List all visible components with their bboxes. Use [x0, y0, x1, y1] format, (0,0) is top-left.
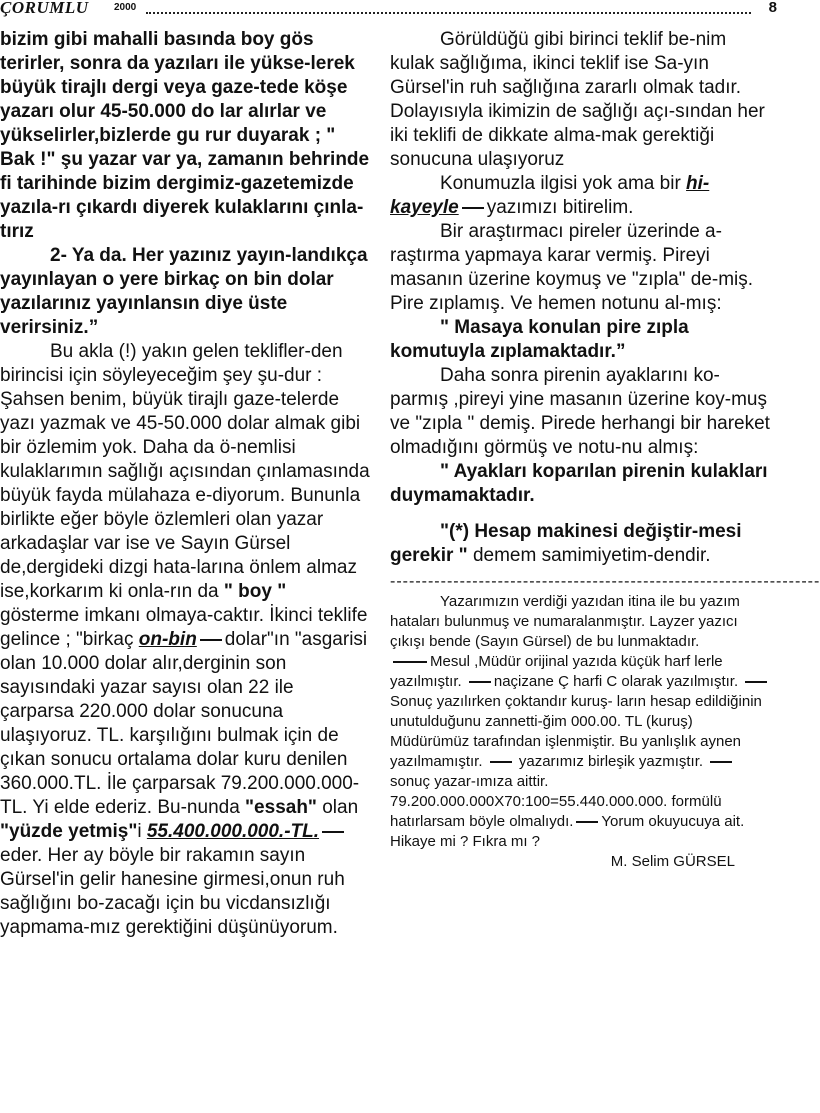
quote-2: " Ayakları koparılan pirenin kulakları duymamaktadır. [390, 461, 768, 506]
left-paragraph-2: 2- Ya da. Her yazınız yayın-landıkça yayınlayan o yere birkaç on bin dolar yazılarınız yayınlansın diye üste verirsiniz.” [0, 245, 368, 338]
right-column [390, 28, 820, 872]
note-dash [745, 681, 767, 683]
section-separator: -------------------------------------------------------------------- [390, 573, 820, 590]
right-paragraph-5-text: demem samimiyetim-dendir. [472, 545, 711, 566]
note-2-c: Sonuç yazılırken çoktandır kuruş- ların hesap edildiğinin unutulduğunu zannetti-ğim 000.00. TL (kuruş) Müdürümüz tarafından işlenmiştir. Bu yanlışlık aynen yazılmamıştır. [390, 693, 762, 770]
note-dash [469, 681, 491, 683]
note-2-a: Mesul ,Müdür orijinal yazıda küçük harf lerle yazılmıştır. [390, 653, 723, 690]
left-paragraph-3-text-b: gösterme imkanı olmaya-caktır. İkinci teklife gelince ; "birkaç [0, 605, 368, 650]
boy-quote: " boy " [223, 581, 287, 602]
author-signature: M. Selim GÜRSEL [610, 853, 735, 870]
note-paragraph-3 [390, 792, 775, 852]
quote-1: " Masaya konulan pire zıpla komutuyla zıplamaktadır.” [390, 317, 689, 362]
essah-quote: "essah" [245, 797, 317, 818]
right-paragraph-5 [390, 520, 775, 568]
header-dotted-rule [146, 12, 751, 14]
issue-year: 2000 [114, 2, 137, 13]
hikaye-term: hi-kayeyle [390, 173, 710, 218]
right-paragraph-2-text-b: yazımızı bitirelim. [486, 197, 634, 218]
note-dash [490, 761, 512, 763]
olan-word: olan [322, 797, 359, 818]
note-2-d: yazarımız birleşik yazmıştır. [518, 753, 704, 770]
suffix-i: i [137, 821, 142, 842]
note-dash [462, 207, 484, 209]
note-paragraph-2 [390, 652, 775, 792]
total-amount: 55.400.000.000.-TL. [146, 821, 320, 842]
on-bin-term: on-bin [138, 629, 197, 650]
left-paragraph-1: bizim gibi mahalli basında boy gös terirler, sonra da yazıları ile yükse-lerek büyük tirajlı dergi veya gaze-tede köşe yazarı olur 45-50.000 do lar alırlar ve yükselirler,bizlerde gu rur duyarak ; " Bak !" şu yazar var ya, zamanın behrinde fi tarihinde bizim dergimiz-gazetemizde yazıla-rı çıkardı diyerek kulaklarını çınla-tırız [0, 29, 370, 242]
left-column [0, 28, 370, 940]
note-dash [200, 639, 222, 641]
note-dash [576, 821, 598, 823]
note-3-a: 79.200.000.000X70:100=55.440.000.000. formülü hatırlarsam böyle olmalıydı. [390, 793, 722, 830]
publication-logo: ÇORUMLU [0, 0, 89, 17]
right-paragraph-3: Bir araştırmacı pireler üzerinde a-raştırma yapmaya karar vermiş. Pireyi masanın üzerine koymuş ve "zıpla" de-miş. Pire zıplamış. Ve hemen notunu al-mış: [390, 221, 754, 314]
left-paragraph-3-text-d: eder. Her ay böyle bir rakamın sayın Gürsel'in gelir hanesine girmesi,onun ruh sağlığını bo-zacağı için bu vicdansızlığı yapmama-mız gerektiğini düşünüyorum. [0, 845, 345, 938]
page-header [0, 0, 777, 20]
right-paragraph-2-text-a: Konumuzla ilgisi yok ama bir [440, 173, 681, 194]
note-paragraph-1: Yazarımızın verdiği yazıdan itina ile bu yazım hataları bulunmuş ve numaralanmıştır. Layzer yazıcı çıkışı bende (Sayın Gürsel) de bu lunmaktadır. [390, 593, 740, 650]
note-3-b: Yorum okuyucuya ait. Hikaye mi ? Fıkra mı ? [390, 813, 745, 850]
left-paragraph-3-text-a: Bu akla (!) yakın gelen teklifler-den birincisi için söyleyeceğim şey şu-dur : Şahsen benim, büyük tirajlı gaze-telerde yazı yazmak ve 45-50.000 dolar almak gibi bir özlemim yok. Daha da ö-nemlisi kulaklarımın sağlığı açısından çınlamasında büyük fayda mülahaza e-diyorum. Bununla birlikte eğer böyle özlemleri olan yazar arkadaşlar var ise ve Sayın Gürsel de,dergideki dizgi hata-larına önlem almaz ise,korkarım ki onla-rın da [0, 341, 370, 602]
right-paragraph-4: Daha sonra pirenin ayaklarını ko-parmış ,pireyi yine masanın üzerine koy-muş ve "zıpla " demiş. Pirede herhangi bir hareket olmadığını görmüş ve notu-nu almış: [390, 365, 770, 458]
note-dash [322, 831, 344, 833]
right-paragraph-2 [390, 172, 775, 220]
left-paragraph-3-text-c: dolar"ın "asgarisi olan 10.000 dolar alır,derginin son sayısındaki yazar sayısı olan 22 ile çarparsa 220.000 dolar sonucuna ulaşıyoruz. TL. karşılığını bulmak için de çıkan sonucu ortalama dolar kuru denilen 360.000.TL. İle çarparsak 79.200.000.000-TL. Yi elde ederiz. Bu-nunda [0, 629, 368, 818]
yuzde-yetmis-quote: "yüzde yetmiş" [0, 821, 138, 842]
note-2-e: sonuç yazar-ımıza aittir. [390, 773, 549, 790]
left-paragraph-3 [0, 340, 370, 940]
note-2-b: naçizane Ç harfi C olarak yazılmıştır. [493, 673, 739, 690]
editor-note [390, 592, 775, 872]
calculator-quote: "(*) Hesap makinesi değiştir-mesi gerekir " [390, 521, 742, 566]
right-paragraph-1: Görüldüğü gibi birinci teklif be-nim kulak sağlığıma, ikinci teklif ise Sa-yın Gürsel'in ruh sağlığına zararlı olmak tadır. Dolayısıyla ikimizin de sağlığı açı-sından her iki teklifi de dikkate alma-mak gerektiği sonucuna ulaşıyoruz [390, 29, 765, 170]
note-dash [393, 661, 427, 663]
page-number: 8 [768, 0, 777, 16]
note-dash [710, 761, 732, 763]
